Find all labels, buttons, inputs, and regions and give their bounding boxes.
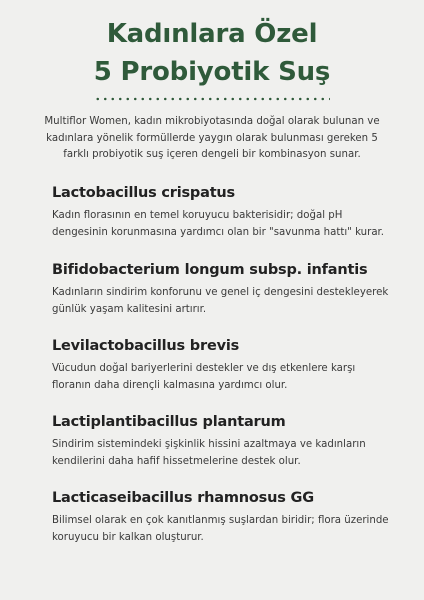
strain-description: Bilimsel olarak en çok kanıtlanmış suşlardan biridir; flora üzerinde koruyucu bir kalkan oluşturur. (52, 515, 389, 543)
strain-section (52, 261, 392, 318)
strain-description: Vücudun doğal bariyerlerini destekler ve dış etkenlere karşı floranın daha dirençli kalmasına yardımcı olur. (52, 363, 356, 391)
strain-description: Kadınların sindirim konforunu ve genel iç dengesini destekleyerek günlük yaşam kalitesini artırır. (52, 287, 389, 315)
strain-name: Lactiplantibacillus plantarum (52, 414, 286, 430)
intro-paragraph: Multiflor Women, kadın mikrobiyotasında doğal olarak bulunan ve kadınlara yönelik formüllerde yaygın olarak bulunması gereken 5 farklı probiyotik suş içeren dengeli bir kombinasyon sunar. (44, 116, 380, 160)
strain-section (52, 337, 392, 394)
page-title-line-1: Kadınlara Özel (106, 19, 318, 49)
page-title-line-2: 5 Probiyotik Suş (93, 57, 331, 87)
strain-section (52, 489, 392, 546)
strain-name: Levilactobacillus brevis (52, 338, 240, 354)
strain-section (52, 413, 392, 470)
strain-name: Bifidobacterium longum subsp. infantis (52, 262, 368, 278)
strain-description: Sindirim sistemindeki şişkinlik hissini azaltmaya ve kadınların kendilerini daha hafif hissetmelerine destek olur. (52, 439, 366, 467)
dotted-divider (94, 96, 330, 102)
strain-name: Lactobacillus crispatus (52, 185, 235, 201)
strain-name: Lacticaseibacillus rhamnosus GG (52, 490, 314, 506)
strain-description: Kadın florasının en temel koruyucu bakterisidir; doğal pH dengesinin korunmasına yardımcı olan bir "savunma hattı" kurar. (52, 210, 385, 238)
strain-section (52, 184, 392, 241)
